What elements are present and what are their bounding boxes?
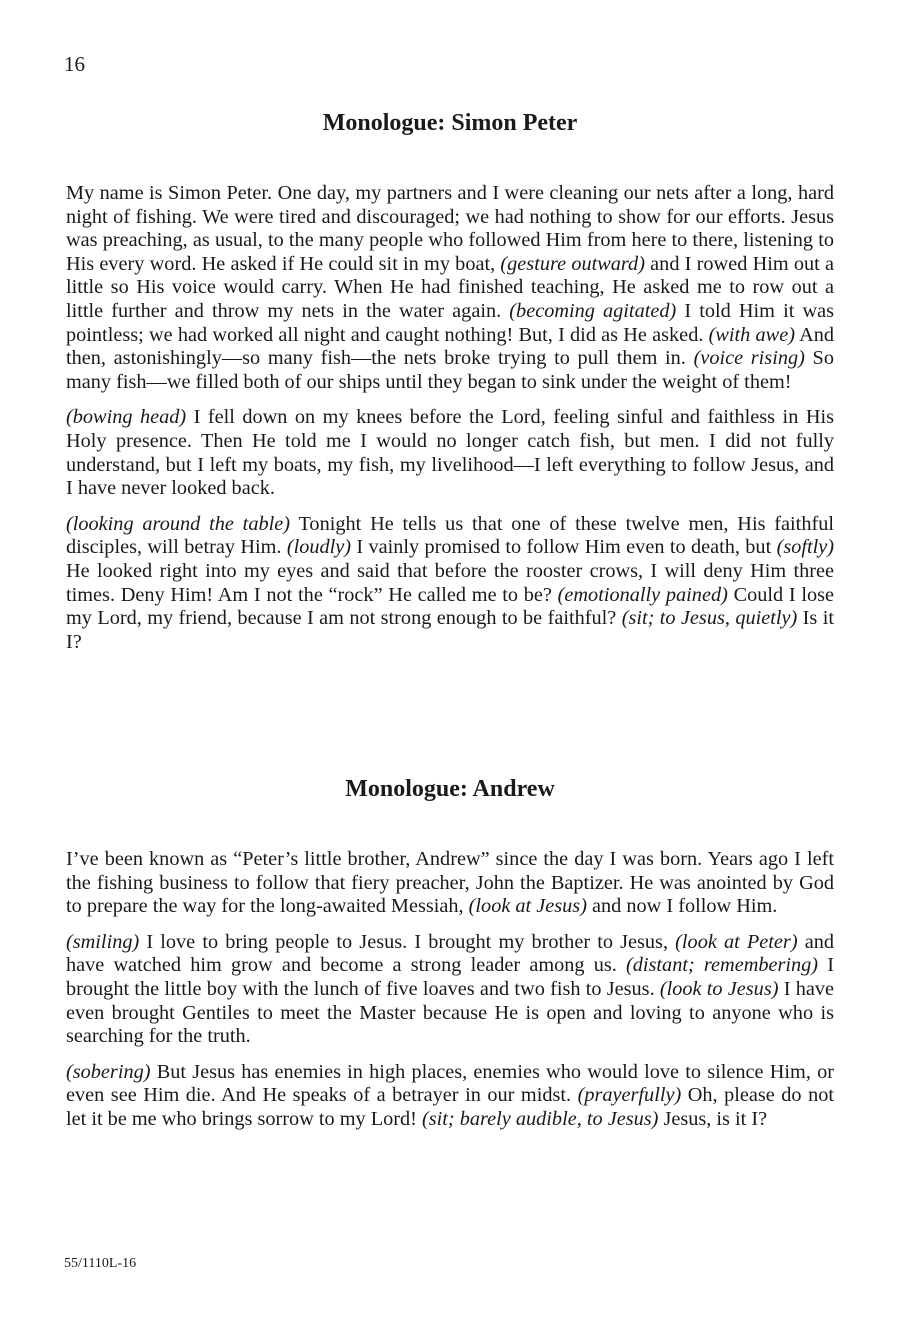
text-run: I’ve been known as “Peter’s little brother, Andrew” since the day I was born. Years ago I left the fishing business to follow that fiery preacher, John the Baptizer. He was anointed by God to prepare the way for the long-awaited Messiah,	[66, 848, 834, 918]
stage-direction: (sit; to Jesus, quietly)	[621, 607, 798, 630]
paragraph	[66, 406, 834, 500]
stage-direction: (voice rising)	[693, 347, 805, 370]
text-run: So many fish—we filled both of our ships until they began to sink under the weight of them!	[66, 347, 834, 393]
text-run: I vainly promised to follow Him even to death, but	[351, 536, 777, 559]
text-run: I have even brought Gentiles to meet the Master because He is open and loving to anyone who is searching for the truth.	[66, 977, 834, 1048]
stage-direction: (with awe)	[708, 323, 795, 346]
paragraph	[66, 931, 834, 1049]
text-run: I brought the little boy with the lunch of five loaves and two fish to Jesus.	[66, 954, 834, 1000]
section-title-andrew: Monologue: Andrew	[345, 776, 555, 802]
stage-direction: (looking around the table)	[66, 512, 290, 535]
text-run: And then, astonishingly—so many fish—the nets broke trying to pull them in.	[66, 323, 834, 370]
text-run: But Jesus has enemies in high places, enemies who would love to silence Him, or even see Him die. And He speaks of a betrayer in our midst.	[66, 1060, 834, 1107]
stage-direction: (bowing head)	[66, 406, 187, 429]
stage-direction: (softly)	[776, 536, 835, 559]
paragraph	[66, 1061, 834, 1132]
section-body-simon-peter	[66, 182, 834, 666]
page-number: 16	[64, 52, 85, 76]
stage-direction: (look to Jesus)	[659, 977, 779, 1000]
paragraph	[66, 182, 834, 394]
stage-direction: (sit; barely audible, to Jesus)	[422, 1107, 659, 1130]
text-run: Jesus, is it I?	[658, 1107, 768, 1130]
stage-direction: (sobering)	[66, 1060, 151, 1083]
section-title-simon-peter: Monologue: Simon Peter	[322, 110, 578, 136]
text-run: I told Him it was pointless; we had worked all night and caught nothing! But, I did as He asked.	[66, 299, 835, 346]
text-run: Could I lose my Lord, my friend, because I am not strong enough to be faithful?	[66, 583, 835, 630]
stage-direction: (prayerfully)	[577, 1084, 682, 1107]
text-run: He looked right into my eyes and said that before the rooster crows, I will deny Him three times. Deny Him! Am I not the “rock” He called me to be?	[66, 559, 834, 606]
paragraph	[66, 513, 834, 655]
stage-direction: (loudly)	[286, 536, 352, 559]
text-run: and now I follow Him.	[586, 895, 778, 918]
text-run: and have watched him grow and become a strong leader among us.	[66, 930, 835, 977]
footer-code: 55/1110L-16	[64, 1256, 137, 1271]
text-run: I fell down on my knees before the Lord, feeling sinful and faithless in His Holy presence. Then He told me I would no longer catch fish, but men. I did not fully understand, but I left my boats, my fish, my livelihood—I left everything to follow Jesus, and I have never looked back.	[66, 406, 834, 500]
stage-direction: (look at Jesus)	[468, 895, 587, 918]
stage-direction: (emotionally pained)	[557, 583, 728, 606]
text-run: and I rowed Him out a little so His voice would carry. When He had finished teaching, He asked me to row out a little further and throw my nets in the water again.	[66, 252, 834, 322]
paragraph	[66, 848, 834, 919]
section-body-andrew	[66, 848, 834, 1144]
text-run: Oh, please do not let it be me who brings sorrow to my Lord!	[66, 1084, 835, 1130]
text-run: My name is Simon Peter. One day, my partners and I were cleaning our nets after a long, hard night of fishing. We were tired and discouraged; we had nothing to show for our efforts. Jesus was preaching, as usual, to the many people who followed Him from here to there, listening to His every word. He asked if He could sit in my boat,	[66, 182, 834, 275]
text-run: Tonight He tells us that one of these twelve men, His faithful disciples, will betray Him.	[66, 512, 834, 559]
stage-direction: (distant; remembering)	[626, 954, 819, 977]
stage-direction: (look at Peter)	[675, 930, 798, 953]
text-run: I love to bring people to Jesus. I brought my brother to Jesus,	[139, 930, 676, 953]
stage-direction: (gesture outward)	[500, 252, 645, 275]
stage-direction: (becoming agitated)	[509, 299, 677, 322]
stage-direction: (smiling)	[66, 930, 140, 953]
text-run: Is it I?	[66, 607, 834, 653]
